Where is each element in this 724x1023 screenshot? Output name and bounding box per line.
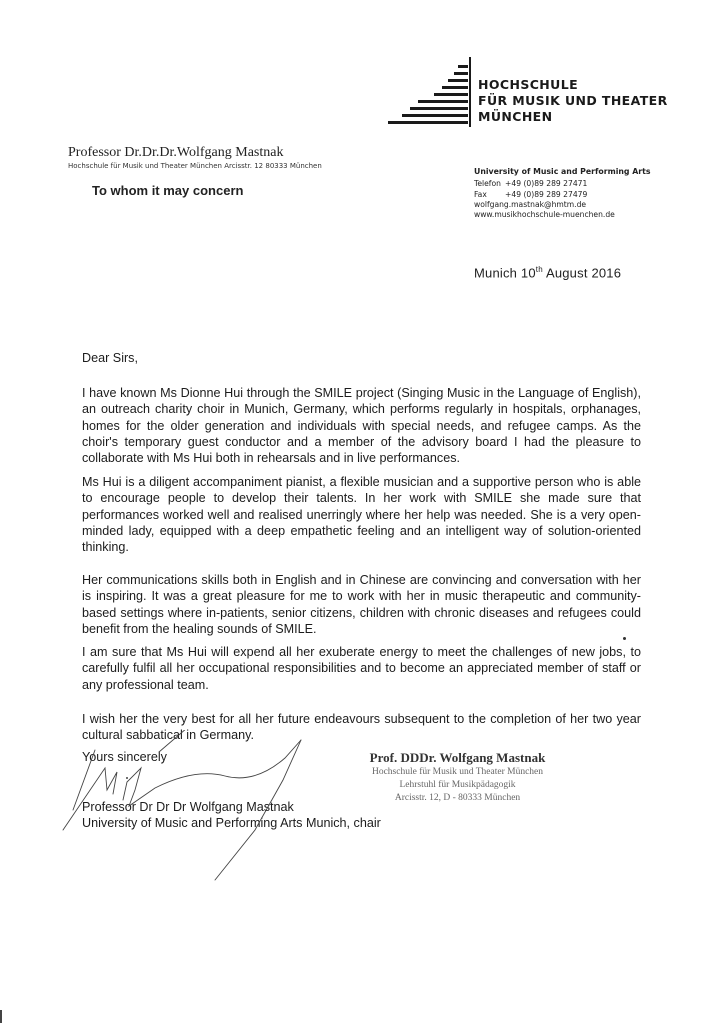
email: wolfgang.mastnak@hmtm.de bbox=[474, 199, 587, 209]
paragraph: Her communications skills both in English and in Chinese are convincing and conversation with her is inspiring. It was a great pleasure for me to work with her in music therapeutic and community-based settings where in-patients, senior citizens, children with chronic diseases and refugees could benefit from the healing sounds of SMILE. bbox=[82, 573, 641, 636]
fax-number: +49 (0)89 289 27479 bbox=[505, 189, 588, 199]
scan-edge-mark bbox=[0, 1010, 2, 1023]
contact-block bbox=[474, 167, 650, 220]
phone-row bbox=[474, 179, 650, 189]
sender-name: Professor Dr.Dr.Dr.Wolfgang Mastnak bbox=[68, 145, 284, 160]
date-ordinal: th bbox=[535, 265, 543, 274]
signer-title: University of Music and Performing Arts Munich, chair bbox=[82, 816, 381, 830]
institution-name: University of Music and Performing Arts bbox=[474, 167, 651, 176]
paragraph: I am sure that Ms Hui will expend all her exuberate energy to meet the challenges of new jobs, to carefully fulfil all her occupational responsibilities and to become an appreciated member of staff or any professional team. bbox=[82, 645, 641, 692]
closing: Yours sincerely bbox=[82, 750, 167, 764]
greeting: Dear Sirs, bbox=[82, 351, 138, 365]
logo-line-1: HOCHSCHULE bbox=[478, 77, 579, 92]
signer-name: Professor Dr Dr Dr Wolfgang Mastnak bbox=[82, 800, 294, 814]
phone-number: +49 (0)89 289 27471 bbox=[505, 179, 588, 189]
fax-row bbox=[474, 190, 650, 200]
paragraph: I have known Ms Dionne Hui through the SMILE project (Singing Music in the Language of English), an outreach charity choir in Munich, Germany, which performs regularly in hospitals, orphanages, homes for the older generation and individuals with special needs, and refugee camps. As the choir's temporary guest conductor and a member of the advisory board I had the pleasure to collaborate with Ms Hui both in rehearsals and in live performances. bbox=[82, 386, 641, 466]
stamp-line: Arcisstr. 12, D - 80333 München bbox=[394, 793, 521, 803]
paragraph: Ms Hui is a diligent accompaniment pianist, a flexible musician and a supportive person who is able to encourage people to develop their talents. In her work with SMILE she made sure that performances worked well and realised unerringly where her help was needed. She is a very open-minded lady, equipped with a deep empathetic feeling and an intelligent way of solution-oriented thinking. bbox=[82, 475, 641, 555]
stamp-line: Hochschule für Musik und Theater München bbox=[371, 767, 544, 777]
scan-speck bbox=[623, 637, 626, 640]
stamp-line: Lehrstuhl für Musikpädagogik bbox=[399, 780, 516, 790]
letter-subject: To whom it may concern bbox=[92, 183, 244, 198]
paragraph: I wish her the very best for all her future endeavours subsequent to the completion of her two year cultural sabbatical in Germany. bbox=[82, 712, 641, 743]
logo-line-3: MÜNCHEN bbox=[478, 109, 553, 124]
letter-date bbox=[474, 265, 621, 280]
stepped-bars-logo-icon bbox=[383, 57, 468, 127]
fax-label: Fax bbox=[474, 189, 487, 199]
logo-divider bbox=[469, 57, 471, 127]
stamp-name: Prof. DDDr. Wolfgang Mastnak bbox=[369, 750, 546, 765]
institution-stamp bbox=[350, 750, 565, 805]
sender-address: Hochschule für Musik und Theater München Arcisstr. 12 80333 München bbox=[68, 162, 322, 170]
phone-label: Telefon bbox=[474, 179, 501, 189]
logo-wordmark bbox=[478, 77, 668, 125]
website: www.musikhochschule-muenchen.de bbox=[474, 210, 615, 220]
logo-line-2: FÜR MUSIK UND THEATER bbox=[478, 93, 668, 108]
date-prefix: Munich 10 bbox=[474, 265, 536, 281]
date-rest: August 2016 bbox=[542, 265, 622, 281]
university-logo bbox=[383, 57, 673, 127]
